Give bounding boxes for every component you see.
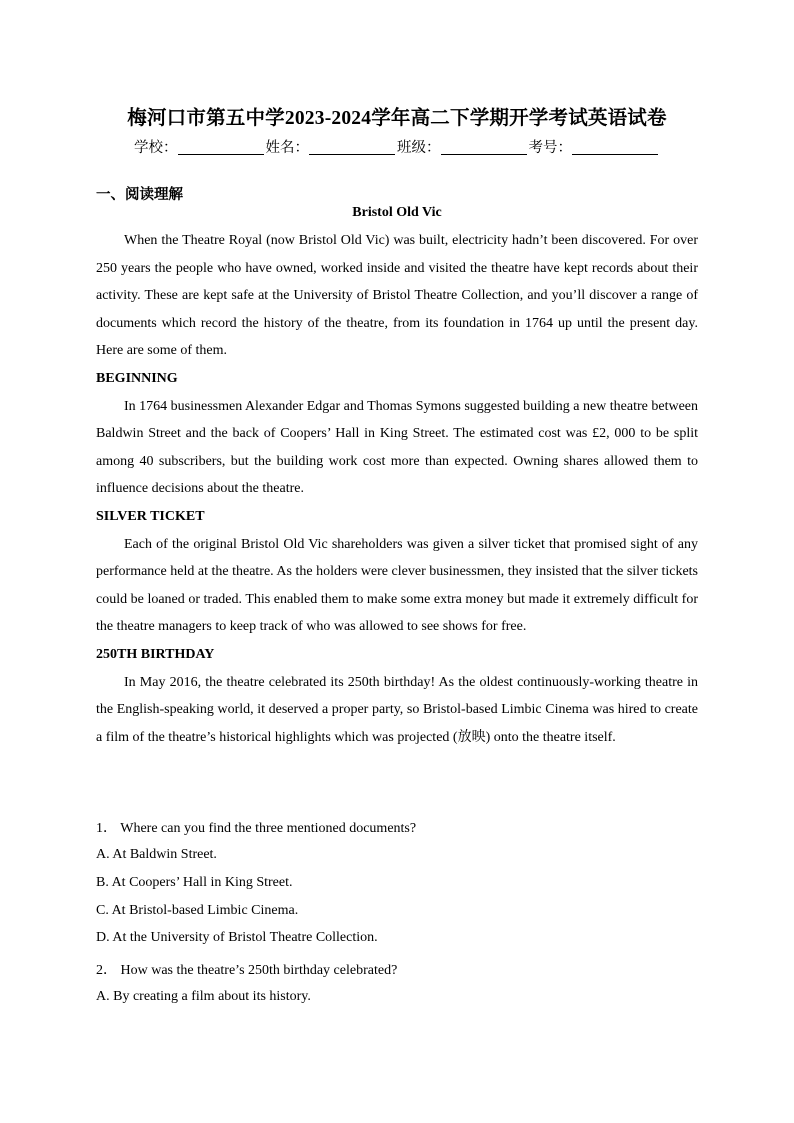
section-title-silver-ticket: SILVER TICKET [96,508,205,524]
question-1-option-b: B. At Coopers’ Hall in King Street. [96,875,293,890]
question-1-option-a: A. At Baldwin Street. [96,847,217,862]
section-heading: 一、阅读理解 [96,187,183,203]
student-info-line [0,136,794,157]
title-suffix: 学年高二下学期开学考试英语试卷 [371,106,667,129]
class-blank [441,140,527,155]
section-text-250th-birthday: In May 2016, the theatre celebrated its 250th birthday! As the oldest continuously-working theatre in the English-speaking world, it deserved a proper party, so Bristol-based Limbic Cinema was hired to create a film of the theatre’s historical highlights which was projected (放映) onto the theatre itself. [96,674,698,745]
section-text-silver-ticket: Each of the original Bristol Old Vic shareholders was given a silver ticket that promised sight of any performance held at the theatre. As the holders were clever businessmen, they insisted that the silver tickets could be loaned or traded. This enabled them to make some extra money but made it extremely difficult for the theatre managers to keep track of who was allowed to see shows for free. [96,536,698,635]
title-year: 2023-2024 [284,108,372,129]
passage-title: Bristol Old Vic [352,205,442,220]
question-1-option-d: D. At the University of Bristol Theatre Collection. [96,930,378,945]
page-title [0,102,794,130]
question-2-stem: 2． How was the theatre’s 250th birthday celebrated? [96,963,398,978]
section-title-250th-birthday: 250TH BIRTHDAY [96,646,215,662]
passage-body [96,227,698,751]
passage-intro: When the Theatre Royal (now Bristol Old Vic) was built, electricity hadn’t been discovered. For over 250 years the people who have owned, worked inside and visited the theatre have kept records about their activity. These are kept safe at the University of Bristol Theatre Collection, and you’ll discover a range of documents which record the history of the theatre, from its foundation in 1764 up until the present day. Here are some of them. [96,233,698,359]
question-1-option-c: C. At Bristol-based Limbic Cinema. [96,903,299,918]
exam-number-blank [572,140,658,155]
school-blank [178,140,264,155]
name-label: 姓名： [265,140,309,156]
class-label: 班级： [397,140,441,156]
section-title-beginning: BEGINNING [96,370,178,386]
section-text-beginning: In 1764 businessmen Alexander Edgar and Thomas Symons suggested building a new theatre between Baldwin Street and the back of Coopers’ Hall in King Street. The estimated cost was £2, 000 to be split among 40 subscribers, but the building work cost more than expected. Owning shares allowed them to influence decisions about the theatre. [96,398,699,497]
question-1-stem: 1． Where can you find the three mentioned documents? [96,821,417,836]
school-label: 学校： [134,140,178,156]
title-prefix: 梅河口市第五中学 [127,106,285,129]
question-2-option-a: A. By creating a film about its history. [96,989,311,1004]
exam-number-label: 考号： [528,140,572,156]
name-blank [309,140,395,155]
